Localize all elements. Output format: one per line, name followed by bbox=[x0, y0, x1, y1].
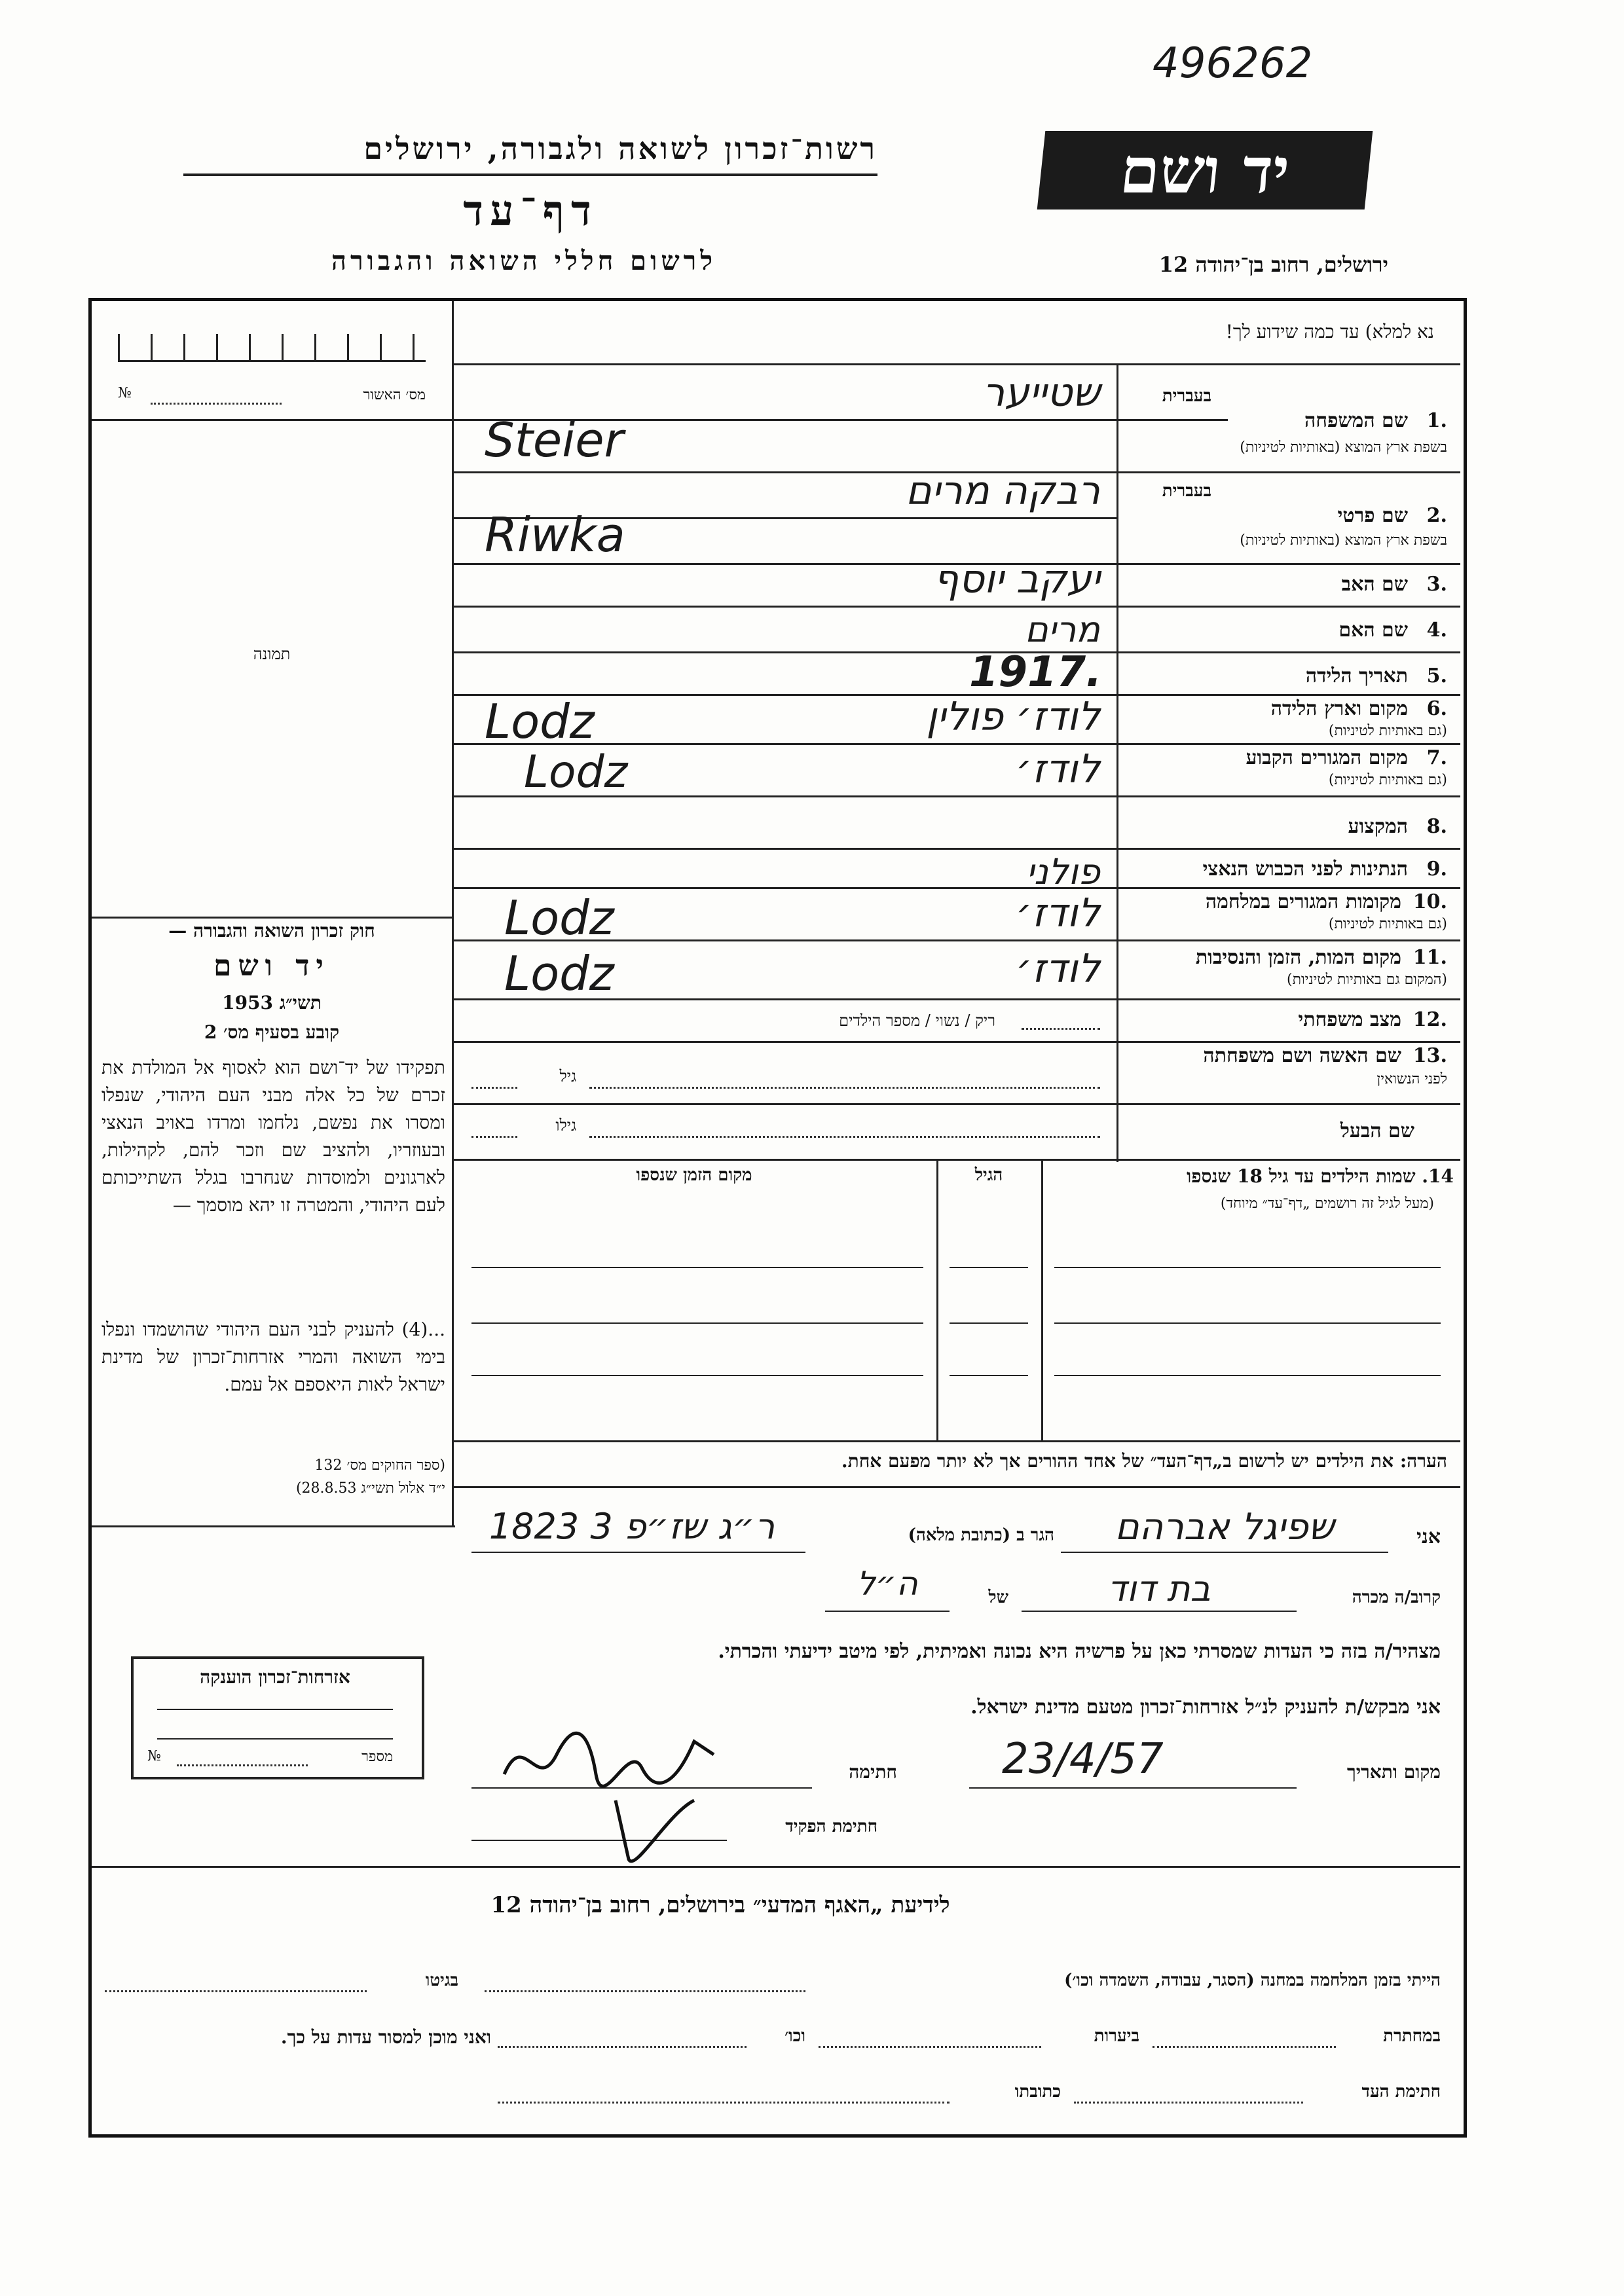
decl-signature-label: חתימה bbox=[849, 1761, 897, 1783]
children-note: הערה: את הילדים יש לרשום ב„דף־העד״ של אחד ההורים אך לא יותר מפעם אחת. bbox=[841, 1450, 1447, 1472]
law-source-2: י״ד אלול תשי״ג 28.8.53) bbox=[295, 1480, 445, 1497]
row-8-num: 8. bbox=[1426, 815, 1447, 838]
row-11-sub: (המקום גם באותיות לטיניות) bbox=[1287, 972, 1447, 988]
row-6-value-latin: Lodz bbox=[485, 694, 595, 749]
decl-statement: מצהיר/ה בזה כי העדות שמסרתי כאן על פרשיה היא נכונה ואמיתית, לפי מיטב ידיעתי והכרתי. bbox=[718, 1640, 1441, 1663]
row-6-num: 6. bbox=[1426, 697, 1447, 720]
row-5-num: 5. bbox=[1426, 665, 1447, 687]
cert-no-mark: № bbox=[118, 385, 132, 401]
row-10-value-latin: Lodz bbox=[504, 890, 614, 945]
row-3-num: 3. bbox=[1426, 573, 1447, 596]
row-1-num: 1. bbox=[1426, 409, 1447, 432]
row-9-label: הנתינות לפני הכבוש הנאצי bbox=[1202, 858, 1408, 881]
decl-name: שפיגל אברהם bbox=[1115, 1506, 1335, 1548]
row-5-label: תאריך הלידה bbox=[1305, 665, 1408, 687]
row-1-value-he: שטייער bbox=[982, 370, 1100, 416]
stamp-number-label: מספר bbox=[361, 1749, 393, 1765]
row-10-num: 10. bbox=[1412, 890, 1447, 913]
cert-ruler bbox=[118, 334, 426, 362]
footer-testimony: ואני מוכן למסור עדות על כך. bbox=[280, 2026, 491, 2048]
row-6-label: מקום וארץ הלידה bbox=[1270, 697, 1408, 720]
children-col-age: הגיל bbox=[974, 1165, 1003, 1185]
stamp-title: אזרחות־זכרון הוענקה bbox=[200, 1666, 350, 1688]
row-4-value-he: מרים bbox=[1024, 609, 1100, 650]
footer-underground: במחתרת bbox=[1383, 2026, 1441, 2046]
footer-address: כתובתו bbox=[1014, 2082, 1061, 2102]
law-heading: חוק זכרון השואה והגבורה — bbox=[168, 920, 375, 941]
footer-ghetto: בגיטו bbox=[425, 1971, 458, 1990]
footer-etc: וכו׳ bbox=[784, 2026, 805, 2046]
row-12-label: מצב משפחתי bbox=[1298, 1008, 1401, 1031]
children-col-place: מקום הזמן שנספו bbox=[636, 1165, 752, 1185]
law-source: (ספר החוקים מס׳ 132 bbox=[314, 1457, 445, 1474]
husband-label: שם הבעל bbox=[1340, 1120, 1414, 1142]
row-10-value-he: לודז׳ bbox=[1016, 890, 1100, 936]
row-4-label: שם האם bbox=[1338, 619, 1408, 642]
hebrew-label-2: בעברית bbox=[1162, 481, 1211, 501]
row-13-sub: לפני הנשואין bbox=[1376, 1071, 1447, 1087]
photo-label: תמונה bbox=[253, 645, 291, 663]
row-6-value-he: לודז׳ פולין bbox=[926, 694, 1100, 740]
archive-number: 496262 bbox=[1153, 39, 1313, 88]
row-13-age: גיל bbox=[559, 1067, 576, 1085]
row-13-num: 13. bbox=[1412, 1044, 1447, 1067]
row-7-value-latin: Lodz bbox=[524, 746, 628, 798]
authority-title: רשות־זכרון לשואה ולגבורה, ירושלים bbox=[363, 131, 877, 166]
row-1-sub: בשפת ארץ המוצא (באותיות לטיניות) bbox=[1240, 439, 1447, 456]
instruction: נא למלא) עד כמה שידוע לך! bbox=[1225, 321, 1434, 342]
row-11-value-he: לודז׳ bbox=[1016, 946, 1100, 992]
row-2-num: 2. bbox=[1426, 504, 1447, 527]
row-6-sub: (גם באותיות לטיניות) bbox=[1328, 723, 1447, 739]
decl-address: ר״ג שז״פ 3 1823 bbox=[489, 1506, 775, 1547]
decl-request: אני מבקש/ת להעניק לנ״ל אזרחות־זכרון מטעם מדינת ישראל. bbox=[970, 1696, 1441, 1719]
footer-line1: הייתי בזמן המלחמה במחנה (הסגר, עבודה, השמדה וכו׳) bbox=[1064, 1971, 1441, 1990]
decl-address-label: הגר ב (כתובת מלאה) bbox=[908, 1525, 1054, 1545]
row-7-num: 7. bbox=[1426, 746, 1447, 769]
children-label: 14. שמות הילדים עד גיל 18 שנספו bbox=[1187, 1165, 1454, 1187]
husband-age: גילו bbox=[555, 1116, 576, 1135]
row-7-value-he: לודז׳ bbox=[1016, 746, 1100, 792]
decl-of-label: של bbox=[988, 1588, 1008, 1607]
row-2-sub: בשפת ארץ המוצא (באותיות לטיניות) bbox=[1240, 532, 1447, 549]
form-title: דף־עד bbox=[463, 187, 598, 236]
footer-witness-signature: חתימת העד bbox=[1361, 2082, 1441, 2102]
law-year: תשי״ג 1953 bbox=[222, 992, 322, 1013]
address: ירושלים, רחוב בן־יהודה 12 bbox=[1158, 252, 1388, 277]
row-2-value-he: רבקה מרים bbox=[905, 468, 1100, 514]
row-10-sub: (גם באותיות לטיניות) bbox=[1328, 916, 1447, 932]
row-12-num: 12. bbox=[1412, 1008, 1447, 1031]
row-10-label: מקומות המגורים במלחמה bbox=[1205, 890, 1401, 913]
row-3-value-he: יעקב יוסף bbox=[933, 556, 1100, 602]
decl-i-label: אני bbox=[1416, 1525, 1441, 1548]
hebrew-label-1: בעברית bbox=[1162, 386, 1211, 406]
row-1-label: שם המשפחה bbox=[1304, 409, 1408, 432]
row-9-num: 9. bbox=[1426, 858, 1447, 881]
row-11-value-latin: Lodz bbox=[504, 946, 614, 1001]
cert-no-label: מס׳ האשור bbox=[363, 387, 426, 403]
row-12-value: ריק / נשוי / מספר הילדים bbox=[839, 1011, 995, 1030]
row-3-label: שם האב bbox=[1341, 573, 1408, 596]
row-7-sub: (גם באותיות לטיניות) bbox=[1328, 772, 1447, 788]
row-2-value-latin: Riwka bbox=[485, 507, 625, 562]
law-name: יד ושם bbox=[213, 949, 330, 983]
footer-heading: לידיעת „האגף המדעי״ בירושלים, רחוב בן־יהודה 12 bbox=[490, 1892, 950, 1918]
row-9-value-he: פולני bbox=[1026, 851, 1100, 892]
law-text-2: ...(4) להעניק לבני העם היהודי שהושמדו ונפלו בימי השואה והמרי אזרחות־זכרון של מדינת ישראל לאות היאספם אל עמם. bbox=[101, 1319, 445, 1395]
row-2-label: שם פרטי bbox=[1337, 504, 1408, 527]
row-11-num: 11. bbox=[1412, 946, 1447, 969]
footer-forests: ביערות bbox=[1094, 2026, 1139, 2046]
decl-place-date-label: מקום ותאריך bbox=[1346, 1761, 1441, 1783]
row-8-label: המקצוע bbox=[1348, 815, 1408, 838]
clerk-signature bbox=[589, 1787, 733, 1879]
row-4-num: 4. bbox=[1426, 619, 1447, 642]
stamp-no-mark: № bbox=[147, 1748, 161, 1764]
row-7-label: מקום המגורים הקבוע bbox=[1246, 746, 1408, 769]
row-5-value: 1917. bbox=[969, 648, 1102, 697]
decl-relation-label: קרוב/ה מכרה bbox=[1352, 1588, 1441, 1607]
form-subtitle: לרשום חללי השואה והגבורה bbox=[331, 246, 717, 276]
decl-of: ה״ל bbox=[857, 1565, 918, 1603]
decl-clerk-label: חתימת הפקיד bbox=[785, 1817, 877, 1836]
row-13-label: שם האשה ושם משפחתה bbox=[1203, 1044, 1401, 1067]
row-1-value-latin: Steier bbox=[485, 412, 624, 467]
law-clause: קובע בסעיף מס׳ 2 bbox=[204, 1021, 340, 1043]
decl-place-date: 23/4/57 bbox=[1002, 1735, 1164, 1783]
row-11-label: מקום המות, הזמן והנסיבות bbox=[1195, 946, 1401, 969]
law-text: תפקידו של יד־ושם הוא לאסוף אל המולדת את זכרם של כל אלה מבני העם היהודי, שנפלו ומסרו את נפשם, נלחמו ומרדו באויב הנאצי ובעוזריו, ולהציב שם וזכר להם, לקהילות, לארגונים ולמוסדות שנחרבו בגלל השתייכותם לעם היהודי, והמטרה זו יהא מוסמך — bbox=[101, 1057, 445, 1216]
decl-relation: בת דוד bbox=[1107, 1568, 1211, 1609]
children-sub: (מעל לגיל זה רושמים „דף־עד״ מיוחד) bbox=[1220, 1195, 1434, 1212]
yad-vashem-logo: יד ושם bbox=[1037, 131, 1373, 210]
